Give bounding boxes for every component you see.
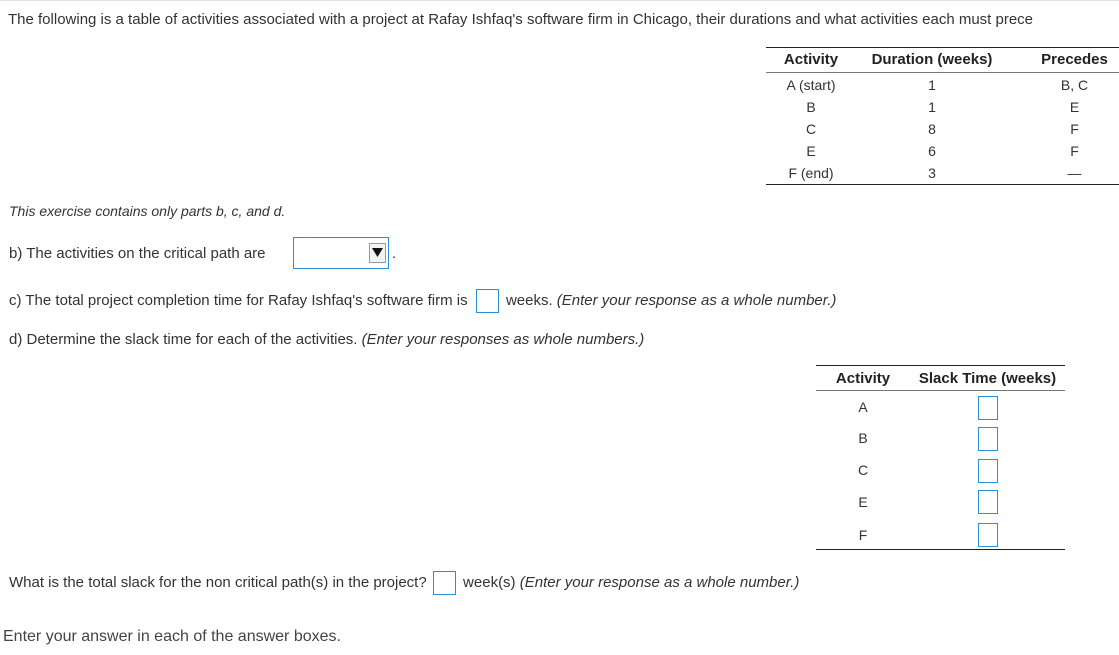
part-d-text: d) Determine the slack time for each of the activities.: [9, 331, 358, 348]
exercise-note: This exercise contains only parts b, c, and d.: [9, 203, 286, 219]
dropdown-arrow-icon[interactable]: [369, 243, 386, 263]
slack-table-header-rule: [816, 390, 1065, 391]
table-cell: 1: [928, 99, 936, 115]
total-slack-hint: (Enter your response as a whole number.): [519, 573, 800, 591]
col-header-precedes: Precedes: [1041, 51, 1108, 68]
intro-text: The following is a table of activities associated with a project at Rafay Ishfaq's software firm in Chicago, their durations and what activities each must prece: [8, 11, 1034, 28]
slack-row-label: F: [858, 527, 868, 543]
slack-col-header-time: Slack Time (weeks): [918, 370, 1057, 387]
slack-input-e[interactable]: [978, 490, 998, 514]
table-top-rule: [766, 47, 1119, 48]
slack-row-label: C: [857, 462, 869, 478]
slack-input-b[interactable]: [978, 427, 998, 451]
table-cell: C: [805, 121, 817, 137]
table-cell: 8: [928, 121, 936, 137]
part-c-unit: weeks.: [505, 291, 553, 309]
slack-table-top-rule: [816, 365, 1065, 366]
table-cell: F (end): [788, 165, 834, 181]
table-cell: A (start): [786, 77, 836, 93]
table-cell: —: [1067, 165, 1082, 181]
critical-path-dropdown[interactable]: [293, 237, 389, 269]
part-d-line: [9, 331, 644, 348]
slack-input-f[interactable]: [978, 523, 998, 547]
table-cell: F: [1070, 121, 1079, 137]
table-cell: B, C: [1060, 77, 1089, 93]
slack-input-c[interactable]: [978, 459, 998, 483]
part-c-line: [9, 289, 836, 313]
table-cell: B: [806, 99, 816, 115]
table-header-rule: [766, 72, 1119, 73]
part-b-text: b) The activities on the critical path are: [9, 245, 266, 262]
total-slack-unit: week(s): [463, 573, 516, 591]
slack-table-bottom-rule: [816, 549, 1065, 550]
part-c-hint: (Enter your response as a whole number.): [556, 291, 837, 309]
slack-row-label: B: [858, 430, 868, 446]
top-divider: [0, 0, 1119, 1]
table-cell: E: [806, 143, 816, 159]
part-b-period: .: [392, 245, 397, 262]
part-d-hint: (Enter your responses as whole numbers.): [361, 331, 645, 348]
table-cell: 1: [928, 77, 936, 93]
completion-time-input[interactable]: [476, 289, 499, 313]
col-header-duration: Duration (weeks): [871, 51, 993, 68]
table-cell: E: [1069, 99, 1080, 115]
slack-input-a[interactable]: [978, 396, 998, 420]
col-header-activity: Activity: [783, 51, 839, 68]
total-slack-line: [9, 571, 799, 595]
slack-row-label: E: [858, 494, 868, 510]
footer-instruction: Enter your answer in each of the answer boxes.: [3, 628, 341, 645]
total-slack-input[interactable]: [433, 571, 456, 595]
part-c-text: c) The total project completion time for Rafay Ishfaq's software firm is: [9, 291, 468, 309]
table-bottom-rule: [766, 184, 1119, 185]
table-cell: 6: [928, 143, 936, 159]
table-cell: 3: [928, 165, 936, 181]
slack-col-header-activity: Activity: [835, 370, 891, 387]
slack-row-label: A: [858, 399, 868, 415]
total-slack-text: What is the total slack for the non critical path(s) in the project?: [9, 573, 427, 591]
table-cell: F: [1070, 143, 1079, 159]
